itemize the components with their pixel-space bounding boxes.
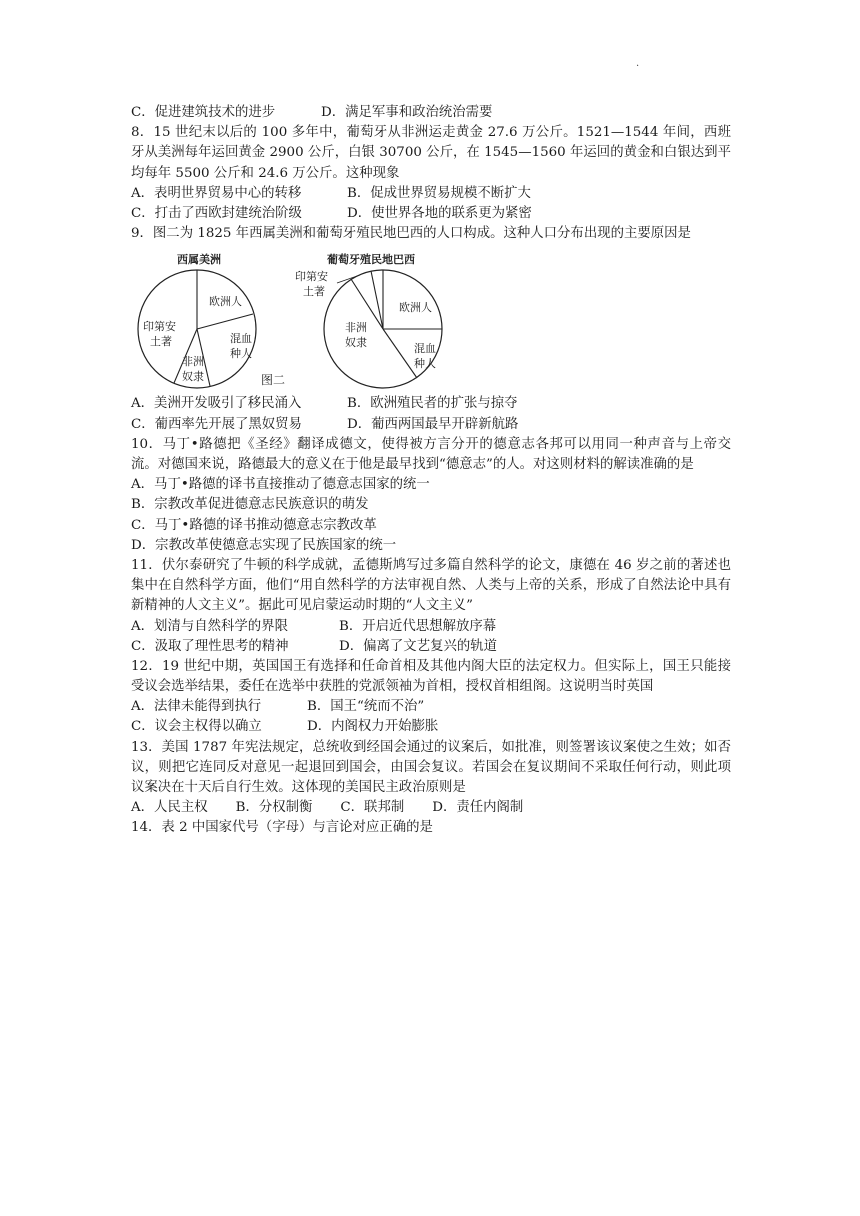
left-label-slave-2: 奴隶 [182, 370, 204, 384]
left-pie-slice-line [197, 314, 253, 329]
right-pie-title: 葡萄牙殖民地巴西 [327, 253, 415, 267]
q14-stem: 14．表 2 中国家代号（字母）与言论对应正确的是 [131, 820, 433, 836]
q12-option-a: A．法律未能得到执行 [131, 699, 262, 715]
right-label-indigenous-1: 印第安 [295, 270, 328, 284]
q9-option-a: A．美洲开发吸引了移民涌入 [131, 396, 302, 412]
exam-page [131, 103, 731, 839]
q9-option-c: C．葡西率先开展了黑奴贸易 [131, 416, 302, 432]
q7-option-c: C．促进建筑技术的进步 [131, 105, 276, 120]
q7-option-d: D．满足军事和政治统治需要 [321, 105, 493, 120]
right-label-indigenous-2: 土著 [303, 285, 325, 299]
q8-option-d: D．使世界各地的联系更为紧密 [347, 205, 532, 221]
q8-options-ab [131, 184, 731, 204]
q11-options-cd [131, 637, 731, 657]
q11-stem: 11．伏尔泰研究了牛顿的科学成就，孟德斯鸠写过多篇自然科学的论文，康德在 46 岁之前的著述也集中在自然科学方面，他们“用自然科学的方法审视自然、人类与上帝的关系，形成了自然法论中具有新精神的人文主义”。据此可见启蒙运动时期的“人文主义” [131, 557, 731, 614]
q12-option-d: D．内阁权力开始膨胀 [307, 719, 439, 735]
q13-option-a: A．人民主权 [131, 800, 208, 816]
left-label-european: 欧洲人 [209, 295, 242, 309]
q9-options-cd [131, 415, 731, 435]
left-label-indigenous-1: 印第安 [143, 320, 176, 334]
q13-option-b: B．分权制衡 [235, 800, 313, 816]
q11-option-c: C．汲取了理性思考的精神 [131, 638, 289, 654]
q12-option-b: B．国王“统而不治” [307, 699, 425, 715]
q8-option-b: B．促成世界贸易规模不断扩大 [347, 185, 531, 201]
q13-options [131, 798, 731, 818]
left-pie-title: 西属美洲 [177, 253, 221, 267]
q10-option-a: A．马丁•路德的译书直接推动了德意志国家的统一 [131, 477, 430, 493]
q12-stem: 12．19 世纪中期，英国国王有选择和任命首相及其他内阁大臣的法定权力。但实际上，国王只能接受议会选举结果，委任在选举中获胜的党派领袖为首相，授权首相组阁。这说明当时英国 [131, 658, 731, 695]
q9-options-ab [131, 394, 731, 414]
q13-stem: 13．美国 1787 年宪法规定，总统收到经国会通过的议案后，如批准，则签署该议案使之生效；如否议，则把它连同反对意见一起退回到国会，由国会复议。若国会在复议期间不采取任何行动，则此项议案决在十天后自行生效。这体现的美国民主政治原则是 [131, 739, 731, 796]
q8-stem: 8．15 世纪末以后的 100 多年中，葡萄牙从非洲运走黄金 27.6 万公斤。1521—1544 年间，西班牙从美洲每年运回黄金 2900 公斤，白银 30700 公斤，在 1545—1560 年运回的黄金和白银达到平均每年 5500 公斤和 24.6 万公斤。这种现象 [131, 125, 731, 181]
left-label-slave-1: 非洲 [182, 355, 204, 369]
header-mark: . [636, 58, 640, 69]
right-label-european: 欧洲人 [399, 301, 432, 315]
left-label-mixed-2: 种人 [230, 347, 252, 361]
q7-options-cd [131, 103, 731, 123]
right-label-mixed-2: 种人 [414, 357, 436, 371]
q8-option-c: C．打击了西欧封建统治阶级 [131, 205, 302, 221]
q13-option-d: D．责任内阁制 [432, 800, 524, 816]
right-label-mixed-1: 混血 [414, 342, 436, 356]
q11-option-b: B．开启近代思想解放序幕 [339, 618, 497, 634]
q8-options-cd [131, 204, 731, 224]
q8-option-a: A．表明世界贸易中心的转移 [131, 185, 302, 201]
q12-options-ab [131, 697, 731, 717]
left-label-indigenous-2: 土著 [150, 335, 172, 349]
right-label-slave-1: 非洲 [345, 321, 367, 335]
figure-caption: 图二 [261, 373, 286, 388]
right-pie-slice-line [383, 329, 417, 378]
left-label-mixed-1: 混血 [230, 332, 252, 346]
q11-option-d: D．偏离了文艺复兴的轨道 [339, 638, 498, 654]
q10-option-d: D．宗教改革使德意志实现了民族国家的统一 [131, 537, 397, 553]
q12-option-c: C．议会主权得以确立 [131, 719, 262, 735]
q13-option-c: C．联邦制 [340, 800, 405, 816]
q10-option-c: C．马丁•路德的译书推动德意志宗教改革 [131, 517, 377, 533]
q10-option-b: B．宗教改革促进德意志民族意识的萌发 [131, 497, 369, 513]
right-label-slave-2: 奴隶 [345, 336, 367, 350]
q11-options-ab [131, 617, 731, 637]
pie-charts-svg [133, 250, 463, 390]
q10-stem: 10．马丁•路德把《圣经》翻译成德文，使得被方言分开的德意志各邦可以用同一种声音与上帝交流。对德国来说，路德最大的意义在于他是最早找到“德意志”的人。对这则材料的解读准确的是 [131, 436, 731, 472]
figure-population-pies [133, 250, 463, 390]
q12-options-cd [131, 717, 731, 737]
q9-option-b: B．欧洲殖民者的扩张与掠夺 [347, 396, 518, 412]
q9-stem: 9．图二为 1825 年西属美洲和葡萄牙殖民地巴西的人口构成。这种人口分布出现的主要原因是 [131, 226, 691, 242]
q11-option-a: A．划清与自然科学的界限 [131, 618, 288, 634]
q9-option-d: D．葡西两国最早开辟新航路 [347, 416, 519, 432]
